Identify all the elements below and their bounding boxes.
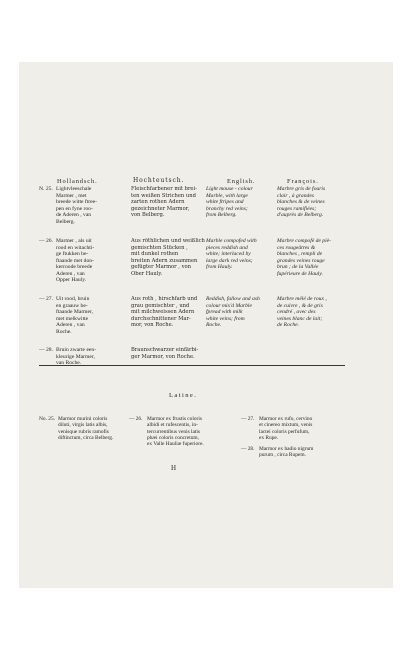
- german-entry: [131, 186, 217, 234]
- latin-entry: [241, 446, 351, 459]
- english-entry: [206, 186, 286, 234]
- entry-text: Marmor ex rufo, cervino et cinereo mixtum, venis lactei coloris perfufum, ex Rupe.: [259, 416, 313, 441]
- entry-number: N. 25.: [39, 186, 53, 192]
- entry-text: Lightvleeschale Marmer , met breede witte ftree- pen en fyne roo- de Aderen , van Belberg.: [56, 186, 97, 225]
- page-signature: H: [171, 464, 177, 472]
- entry-number: — 26.: [39, 238, 53, 244]
- entry-text: Uit rood, bruin en graauw be- ftaande Marmer, met melkwitte Aderen , van Roche.: [56, 296, 94, 335]
- dutch-entry: [39, 296, 119, 343]
- section-divider: [39, 365, 345, 366]
- french-column: [277, 186, 359, 333]
- dutch-entry: [39, 238, 119, 292]
- entry-number: — 27.: [241, 416, 255, 422]
- german-entry: [131, 347, 217, 360]
- entry-text: Marmor murini coloris diluti, virgis latis albis, venisque rubris ramofis diftinctum, circa Belberg.: [58, 416, 114, 441]
- entry-text: Bruin zwarte een- kleurige Marmer, van Roche.: [56, 347, 97, 366]
- entry-text: Fleischfarbener mit brei- ten weißen Strichen und zarten rothen Adern gezeichneter Marmor, von Belberg.: [131, 186, 197, 218]
- french-entry: [277, 296, 359, 329]
- entry-text: Braunschwarzer einfärbi- ger Marmor, von Roche.: [131, 347, 199, 360]
- german-entry: [131, 296, 217, 343]
- french-entry: [277, 186, 359, 234]
- german-entry: [131, 238, 217, 292]
- entry-number: — 28.: [241, 446, 255, 452]
- header-english: English.: [227, 178, 256, 185]
- entry-text: Marbre mêlé de roux , de cuivre , & de gris cendré , avec des veines blanc de lait; de Roche.: [277, 296, 327, 328]
- header-german: Hochteutsch.: [133, 177, 185, 184]
- header-dutch: Hollandsch.: [57, 178, 98, 185]
- entry-text: Marmor ex badio nigrum purum , circa Rupem.: [259, 446, 314, 459]
- entry-text: Aus roth , hirschfarb und grau gemischter , und mit milchweissen Adern durchschnittener Mar- mor, von Roche.: [131, 296, 198, 328]
- dutch-entry: [39, 347, 119, 367]
- header-french: François.: [287, 178, 319, 185]
- german-column: [131, 186, 217, 364]
- dutch-entry: [39, 186, 119, 234]
- french-entry: [277, 238, 359, 292]
- entry-text: Light mouse - colour Marble, with large white ftripes and branchy red veins; from Belberg.: [206, 186, 253, 218]
- latin-entry: [241, 416, 351, 441]
- entry-text: Marble compofed with pieces reddish and white; interlaced by large dark red veins; from Hauly.: [206, 238, 257, 270]
- entry-text: Marbre compofé de piè- ces rougeâtres & blanches , rempli de grandes veines rouge brun ; de la Vallée fupérieure de Hauly.: [277, 238, 332, 277]
- entry-number: — 27.: [39, 296, 53, 302]
- entry-text: Marbre gris de fouris clair , à grandes blanches & de veines rouges ramifiées; d'auprès de Belberg.: [277, 186, 326, 218]
- latin-entry: [129, 416, 233, 447]
- entry-text: Marmor ex frustis coloris albidi et rufescentis, in- tercurrentibus venis latis phæi coloris concretum, ex Valle Hauliæ fuperiore.: [147, 416, 204, 448]
- latin-entry: [39, 416, 121, 441]
- english-entry: [206, 238, 286, 292]
- entry-number: No. 25.: [39, 416, 56, 422]
- entry-text: Reddish, fallow and ash colour mix'd Marble fpread with milk white veins; from Roche.: [206, 296, 260, 328]
- entry-text: Marmer , als uit rood en witachti- ge ftukken be- ftaande met don- kerroode breede Aderen , van Opper Hauly.: [56, 238, 95, 283]
- dutch-column: [39, 186, 119, 371]
- latin-heading: Latine.: [169, 392, 198, 399]
- english-entry: [206, 296, 286, 329]
- entry-number: — 26.: [129, 416, 143, 422]
- entry-number: — 28.: [39, 347, 53, 353]
- page: [19, 62, 393, 588]
- english-column: [206, 186, 286, 333]
- entry-text: Aus röthlichen und weißlich gemischten Stücken , mit dunkel rothen breiten Adern zusammen gefügter Marmor , von Ober Hauly.: [131, 238, 205, 277]
